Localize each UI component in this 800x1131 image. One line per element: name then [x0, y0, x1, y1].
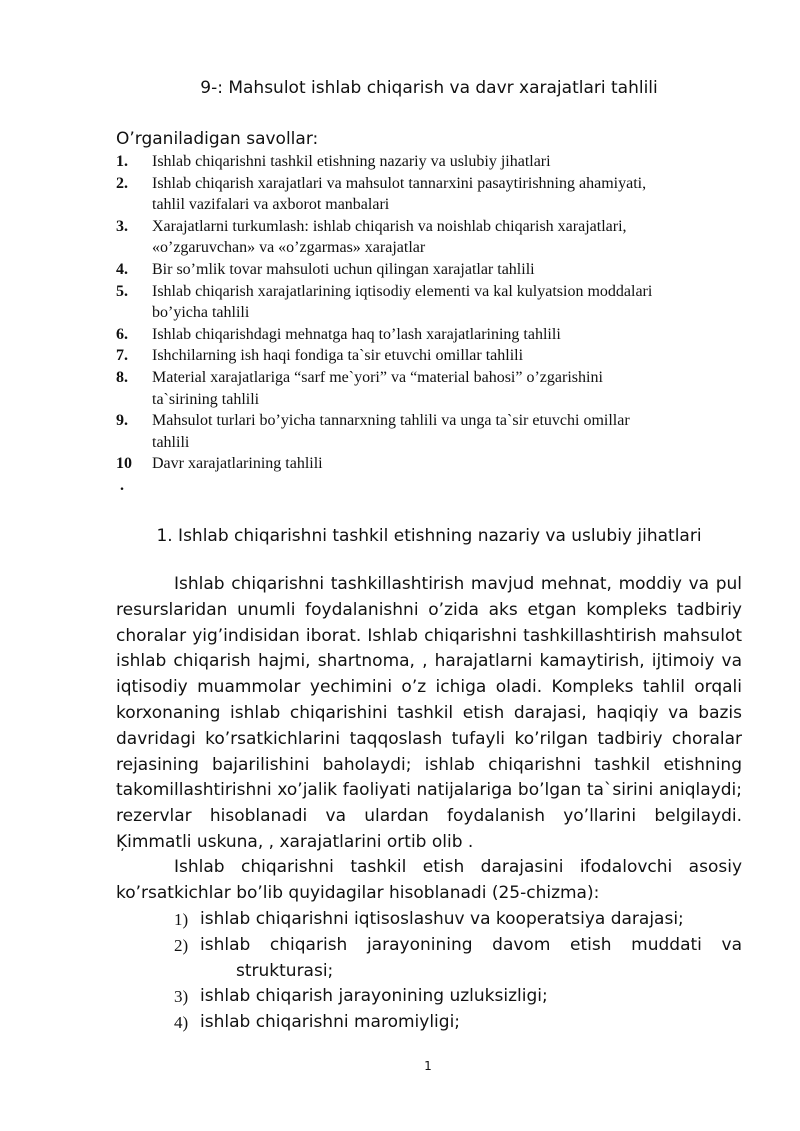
list-item-text: tahlil vazifalari va axborot manbalari	[152, 196, 390, 214]
list-item-text: bo’yicha tahlili	[152, 304, 250, 322]
list-item-text: Ishlab chiqarishni tashkil etishning nazariy va uslubiy jihatlari	[152, 153, 551, 170]
questions-list	[116, 151, 746, 497]
list-item-number: 3.	[116, 217, 128, 235]
list-item	[174, 1010, 742, 1036]
list-item-number: 6.	[116, 325, 128, 343]
body-paragraph: Ishlab chiqarishni tashkillashtirish mavjud mehnat, moddiy va pul resurslaridan unumli foydalanishni o’zida aks etgan kompleks tadbiriy choralar yig’indisidan iborat. Ishlab chiqarishni tashkillashtirish mahsulot ishlab chiqarish hajmi, shartnoma, , harajatlarni kamaytirish, ijtimoiy va iqtisodiy muammolar yechimini o’z ichiga oladi. Kompleks tahlil orqali korxonaning ishlab chiqarishini tashkil etish darajasi, haqiqiy va bazis davridagi ko’rsatkichlarini taqqoslash tufayli ko’rilgan tadbiriy choralar rejasining bajarilishini baholaydi; ishlab chiqarishni tashkil etishning takomillashtirishni xo’jalik faoliyati natijalariga bo’lgan ta`sirini aniqlaydi; rezervlar hisoblanadi va ulardan foydalanish yo’llarini belgilaydi. Ķimmatli uskuna, , xarajatlarini ortib olib .	[116, 574, 742, 852]
list-item	[174, 907, 742, 933]
list-item-number-digits: 10	[116, 455, 132, 473]
section-heading: 1. Ishlab chiqarishni tashkil etishning nazariy va uslubiy jihatlari	[156, 526, 702, 546]
list-item-text: Material xarajatlariga “sarf me`yori” va “material bahosi” o’zgarishini	[152, 368, 603, 386]
list-item-text: Ishlab chiqarish xarajatlari va mahsulot tannarxini pasaytirishning ahamiyati,	[152, 174, 647, 192]
list-item	[116, 367, 746, 410]
list-item	[116, 345, 746, 367]
list-item-text-continuation: strukturasi;	[236, 960, 334, 981]
list-item-number: 9.	[116, 412, 128, 430]
page-number: 1	[424, 1059, 432, 1073]
list-item	[116, 410, 746, 453]
list-item	[116, 453, 746, 496]
list-item-number: 1.	[116, 153, 128, 170]
list-item-text: tahlili	[152, 433, 190, 451]
list-item	[116, 216, 746, 259]
body-paragraph: Ishlab chiqarishni tashkil etish darajasini ifodalovchi asosiy ko’rsatkichlar bo’lib quyidagilar hisoblanadi (25-chizma):	[116, 857, 742, 903]
list-item-text: Ishlab chiqarish xarajatlarining iqtisodiy elementi va kal kulyatsion moddalari	[152, 282, 653, 300]
list-item-text: ishlab chiqarishni iqtisoslashuv va kooperatsiya darajasi;	[200, 909, 684, 929]
list-item-number: 2)	[174, 935, 189, 955]
list-item-number: 8.	[116, 368, 128, 386]
list-item-number: 7.	[116, 347, 128, 365]
list-item-number-dot: .	[120, 476, 124, 494]
list-item-number	[116, 453, 152, 496]
list-item-text: ishlab chiqarish jarayonining uzluksizligi;	[200, 986, 548, 1007]
list-item-text: Xarajatlarni turkumlash: ishlab chiqarish va noishlab chiqarish xarajatlari,	[152, 217, 627, 235]
list-item-text: ishlab chiqarishni maromiyligi;	[200, 1012, 461, 1033]
list-item-text: ishlab chiqarish jarayonining davom etish muddati va	[200, 934, 742, 955]
list-item-number: 4)	[174, 1013, 189, 1033]
list-item-text: «o’zgaruvchan» va «o’zgarmas» xarajatlar	[152, 239, 426, 257]
list-item	[116, 324, 746, 346]
list-item	[116, 281, 746, 324]
list-item-number: 1)	[174, 910, 189, 929]
list-item-text: Bir so’mlik tovar mahsuloti uchun qilingan xarajatlar tahlili	[152, 260, 535, 278]
indicators-list	[174, 907, 742, 1036]
list-item-number: 5.	[116, 282, 128, 300]
list-item	[174, 984, 742, 1010]
list-item-text: Ishlab chiqarishdagi mehnatga haq to’lash xarajatlarining tahlili	[152, 325, 561, 343]
list-item	[116, 259, 746, 281]
list-item	[174, 933, 742, 985]
page-title: 9-: Mahsulot ishlab chiqarish va davr xarajatlari tahlili	[200, 78, 658, 98]
list-item-text: Mahsulot turlari bo’yicha tannarxning tahlili va unga ta`sir etuvchi omillar	[152, 412, 630, 430]
list-item-number: 3)	[174, 987, 189, 1007]
list-item	[116, 151, 746, 173]
list-item-text: Ishchilarning ish haqi fondiga ta`sir etuvchi omillar tahlili	[152, 347, 524, 365]
list-item-text: ta`sirining tahlili	[152, 390, 260, 408]
list-item	[116, 173, 746, 216]
questions-heading: O’rganiladigan savollar:	[116, 129, 319, 149]
list-item-text: Davr xarajatlarining tahlili	[152, 455, 323, 473]
list-item-number: 2.	[116, 174, 128, 192]
list-item-number: 4.	[116, 260, 128, 278]
